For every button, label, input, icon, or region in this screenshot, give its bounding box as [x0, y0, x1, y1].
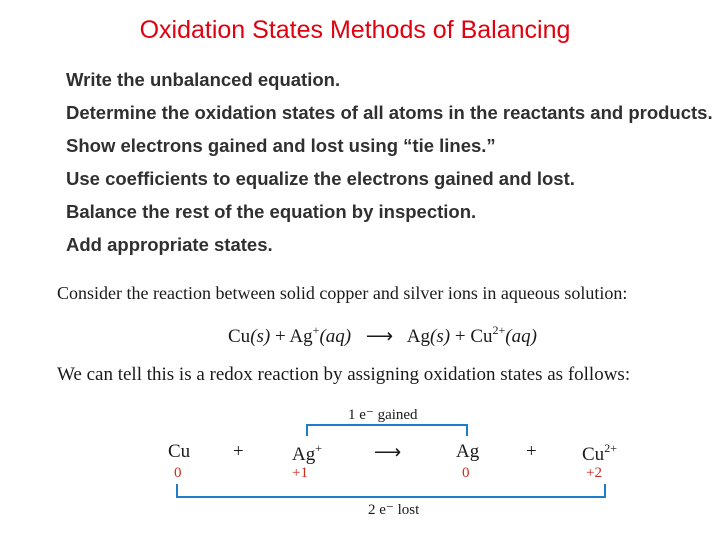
eq-ag: Ag	[289, 326, 313, 347]
step-3: Show electrons gained and lost using “tie lines.”	[66, 135, 496, 156]
step-5: Balance the rest of the equation by inspection.	[66, 201, 477, 222]
step-6: Add appropriate states.	[66, 234, 273, 255]
lost-label: 2 e⁻ lost	[368, 502, 420, 518]
eq-plus-1: +	[275, 326, 286, 347]
ox-state-ag-ion: +1	[292, 465, 308, 481]
eq-cu-state: (s)	[250, 326, 271, 347]
diag-arrow: ⟶	[374, 442, 402, 463]
gained-tie-line-left	[306, 424, 308, 436]
lost-tie-line-bottom	[176, 496, 606, 498]
consider-text: Consider the reaction between solid copper and silver ions in aqueous solution:	[57, 283, 628, 303]
gained-label: 1 e⁻ gained	[348, 407, 418, 423]
gained-tie-line-right	[466, 424, 468, 436]
diag-ag: Ag	[456, 441, 480, 462]
step-2: Determine the oxidation states of all atoms in the reactants and products.	[66, 102, 713, 123]
diag-cu: Cu	[168, 441, 191, 462]
ox-state-ag: 0	[462, 465, 470, 481]
slide-title: Oxidation States Methods of Balancing	[139, 16, 571, 44]
eq-cu-prod: Cu	[470, 326, 493, 347]
diag-ag-ion	[292, 441, 322, 466]
diag-ag-ion-symbol: Ag	[292, 444, 316, 465]
diag-cu-ion	[582, 441, 617, 466]
step-1: Write the unbalanced equation.	[66, 69, 341, 90]
eq-cu-prod-state: (aq)	[505, 326, 537, 347]
eq-plus-2: +	[454, 326, 466, 347]
diag-cu-ion-symbol: Cu	[582, 444, 605, 465]
diag-ag-ion-charge: +	[315, 441, 323, 455]
eq-arrow: ⟶	[365, 326, 394, 347]
eq-ag-charge: +	[312, 323, 320, 337]
eq-cu-prod-charge: 2+	[492, 323, 506, 337]
diag-plus-b: +	[526, 441, 537, 462]
step-4: Use coefficients to equalize the electrons gained and lost.	[66, 168, 575, 189]
eq-ag-state: (aq)	[319, 326, 352, 347]
ox-state-cu: 0	[174, 465, 182, 481]
eq-ag-prod-state: (s)	[430, 326, 451, 347]
eq-ag-prod: Ag	[406, 326, 431, 347]
ox-state-cu-ion: +2	[586, 465, 602, 481]
diag-plus-a: +	[233, 441, 244, 462]
tell-text: We can tell this is a redox reaction by assigning oxidation states as follows:	[57, 364, 631, 385]
gained-tie-line-top	[306, 424, 468, 426]
eq-cu: Cu	[228, 326, 251, 347]
diag-cu-ion-charge: 2+	[604, 441, 617, 455]
